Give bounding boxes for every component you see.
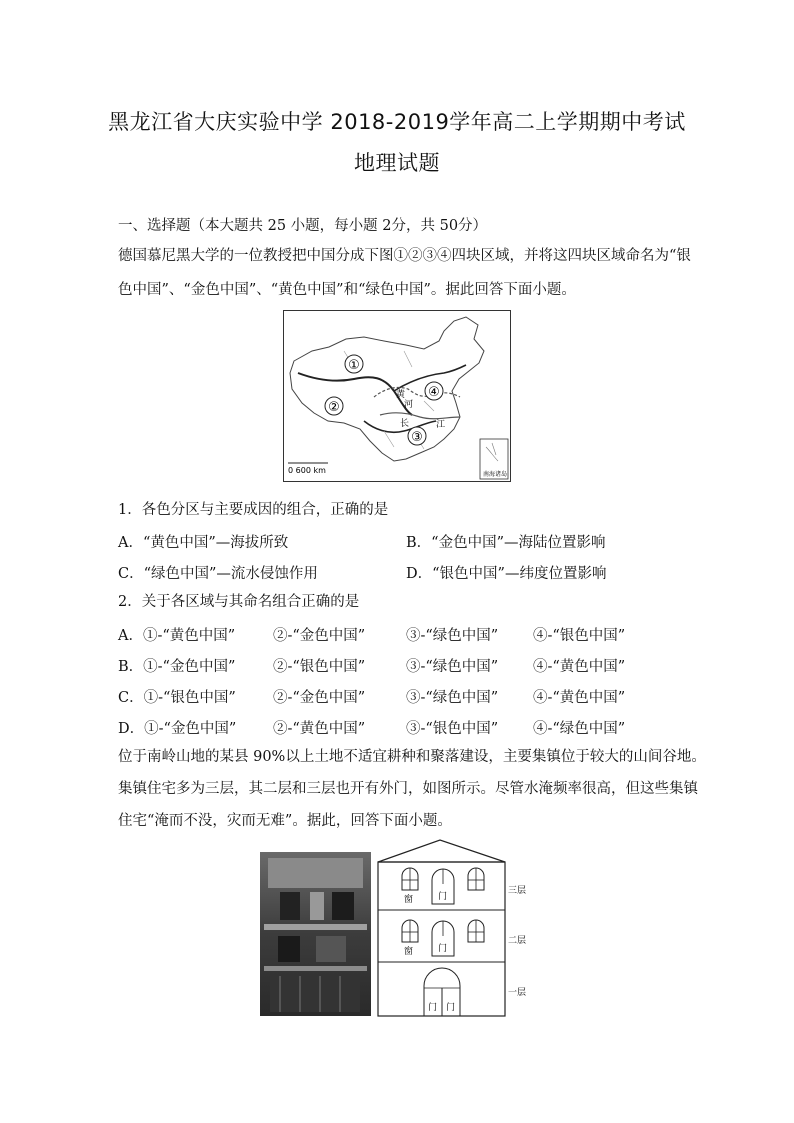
intro2-line2: 集镇住宅多为三层，其二层和三层也开有外门，如图所示。尽管水淹频率很高，但这些集镇 <box>118 781 698 797</box>
scale-text: 0 600 km <box>288 466 326 475</box>
q2-stem: 2．关于各区域与其命名组合正确的是 <box>118 594 360 610</box>
svg-text:④: ④ <box>428 385 440 400</box>
q1-option-d[interactable]: D．“银色中国”—纬度位置影响 <box>406 566 607 582</box>
q2-c-part1: C．①-“银色中国” <box>118 690 236 706</box>
q2-d-part1: D．①-“金色中国” <box>118 721 237 737</box>
region-label-3 <box>408 427 426 445</box>
q2-d-part3: ③-“银色中国” <box>406 721 499 737</box>
region-label-2 <box>325 397 343 415</box>
china-map-figure <box>283 310 511 482</box>
q2-a-part1: A．①-“黄色中国” <box>118 628 236 644</box>
region-label-1 <box>345 355 363 373</box>
q1-option-a[interactable]: A．“黄色中国”—海拔所致 <box>118 535 289 551</box>
q2-c-part4: ④-“黄色中国” <box>533 690 626 706</box>
floor2-door-label: 门 <box>438 944 448 954</box>
q2-a-part2: ②-“金色中国” <box>273 628 366 644</box>
floor3-door-label: 门 <box>438 892 448 902</box>
q1-stem: 1．各色分区与主要成因的组合，正确的是 <box>118 502 389 518</box>
floor3-window-label: 窗 <box>404 895 414 905</box>
floor1-door-left: 门 <box>428 1003 438 1013</box>
q2-c-part2: ②-“金色中国” <box>273 690 366 706</box>
china-map-svg <box>284 311 510 481</box>
svg-text:①: ① <box>348 358 360 373</box>
inset-text: 南海诸岛 <box>483 471 508 478</box>
floor1-label: 一层 <box>508 988 527 998</box>
floor3-label: 三层 <box>508 886 527 896</box>
floor1-door-right: 门 <box>446 1003 456 1013</box>
q2-a-part4: ④-“银色中国” <box>533 628 626 644</box>
q2-d-part4: ④-“绿色中国” <box>533 721 626 737</box>
intro2-line1: 位于南岭山地的某县 90%以上土地不适宜耕种和聚落建设，主要集镇位于较大的山间谷地。 <box>118 749 706 765</box>
river-char-jiang: 江 <box>436 420 446 430</box>
q2-c-part3: ③-“绿色中国” <box>406 690 499 706</box>
intro1-line1: 德国慕尼黑大学的一位教授把中国分成下图①②③④四块区域，并将这四块区域命名为“银 <box>118 248 691 264</box>
q1-option-b[interactable]: B．“金色中国”—海陆位置影响 <box>406 535 606 551</box>
q1-option-c[interactable]: C．“绿色中国”—流水侵蚀作用 <box>118 566 318 582</box>
q2-d-part2: ②-“黄色中国” <box>273 721 366 737</box>
page-subtitle: 地理试题 <box>354 151 440 175</box>
region-label-4 <box>425 382 443 400</box>
q2-b-part4: ④-“黄色中国” <box>533 659 626 675</box>
section-heading: 一、选择题（本大题共 25 小题，每小题 2分，共 50分） <box>118 218 488 234</box>
q2-b-part1: B．①-“金色中国” <box>118 659 236 675</box>
page-title: 黑龙江省大庆实验中学 2018-2019学年高二上学期期中考试 <box>108 110 686 134</box>
floor2-label: 二层 <box>508 936 527 946</box>
intro2-line3: 住宅“淹而不没，灾而无难”。据此，回答下面小题。 <box>118 813 452 829</box>
river-char-huang: 黄 <box>396 390 406 400</box>
river-char-he: 河 <box>404 400 414 410</box>
house-photo <box>260 852 371 1016</box>
q2-b-part2: ②-“银色中国” <box>273 659 366 675</box>
svg-text:②: ② <box>328 400 340 415</box>
svg-text:③: ③ <box>411 430 423 445</box>
intro1-line2: 色中国”、“金色中国”、“黄色中国”和“绿色中国”。据此回答下面小题。 <box>118 282 576 298</box>
floor2-window-label: 窗 <box>404 947 414 957</box>
house-drawing <box>370 838 530 1018</box>
river-char-chang: 长 <box>400 419 410 429</box>
q2-b-part3: ③-“绿色中国” <box>406 659 499 675</box>
q2-a-part3: ③-“绿色中国” <box>406 628 499 644</box>
